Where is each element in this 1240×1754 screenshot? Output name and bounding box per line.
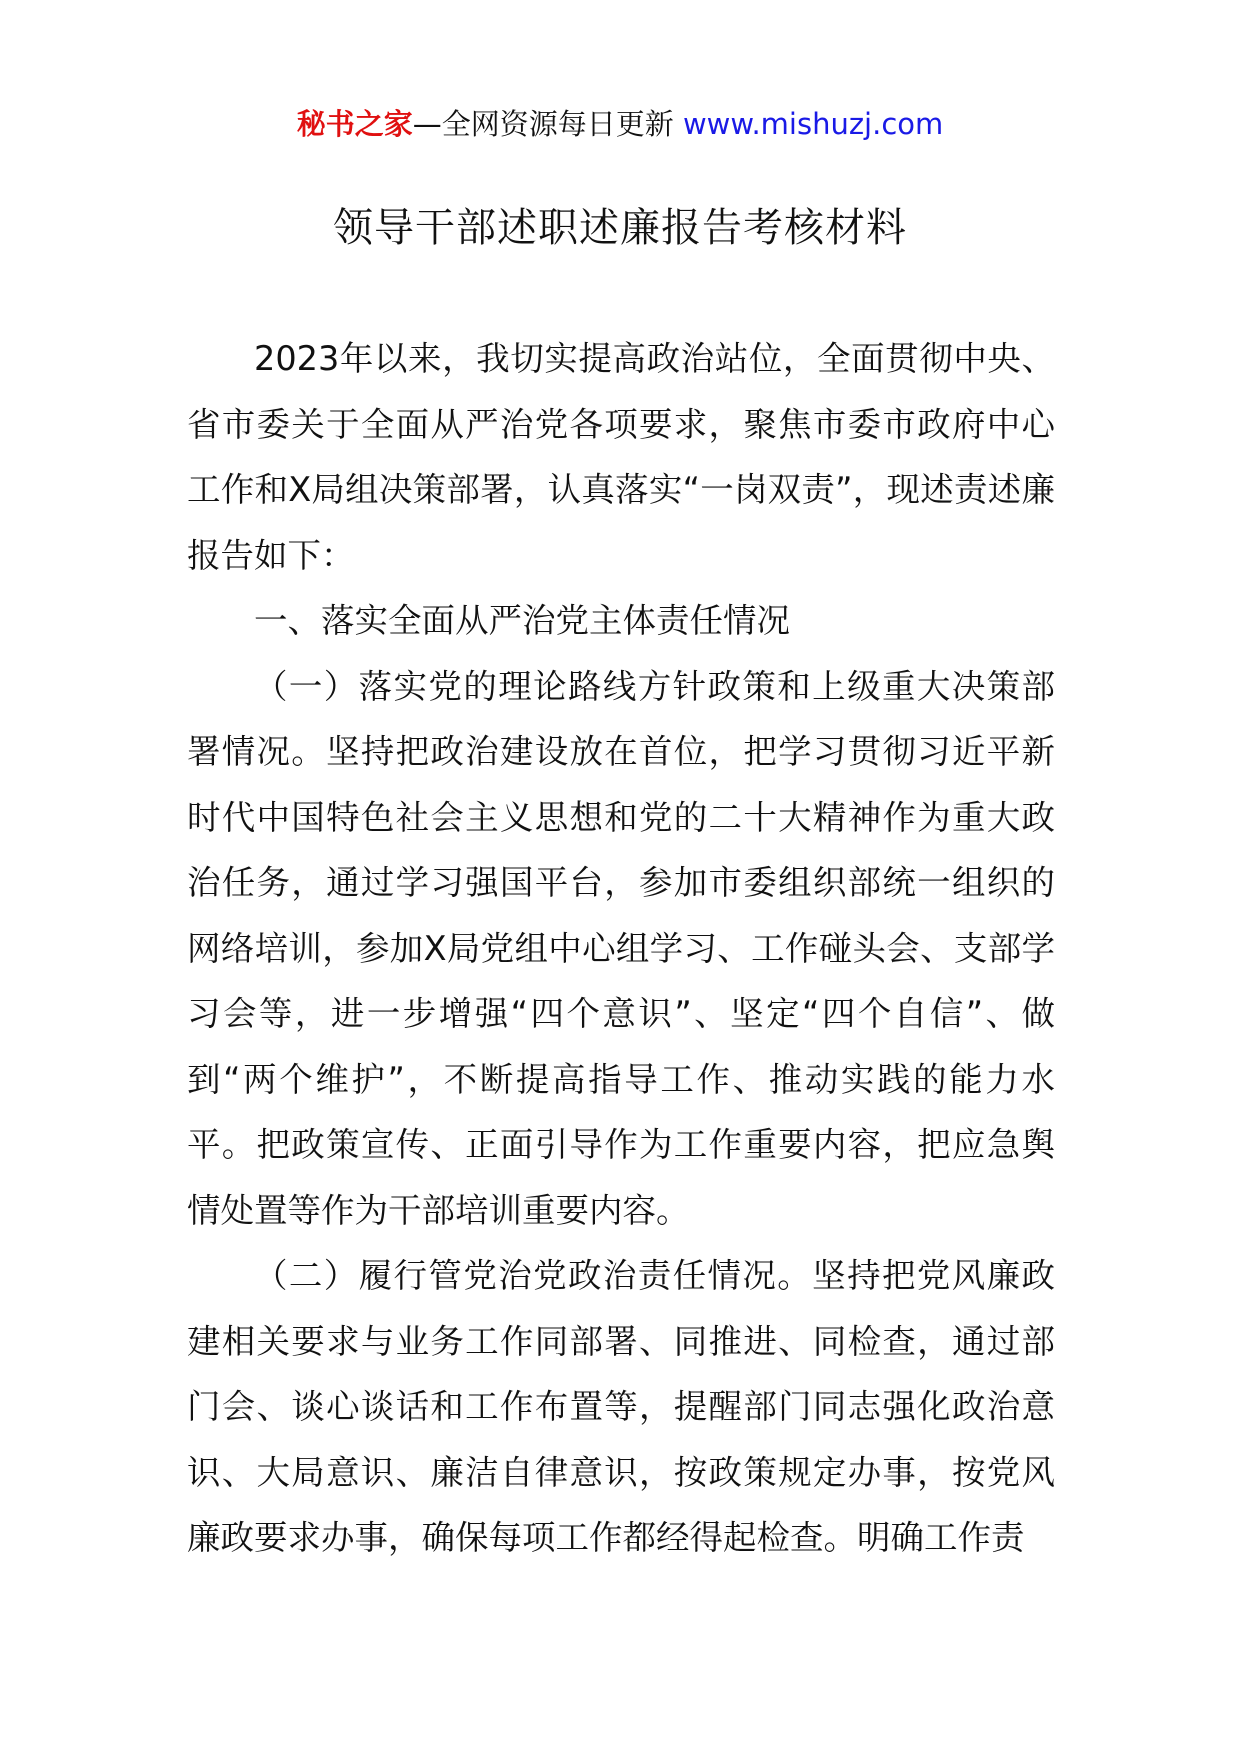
site-url-link[interactable]: www.mishuzj.com — [682, 107, 944, 141]
site-header — [0, 104, 1240, 144]
document-title: 领导干部述职述廉报告考核材料 — [333, 205, 907, 251]
document-body — [187, 326, 1055, 1571]
paragraph-1: （一）落实党的理论路线方针政策和上级重大决策部署情况。坚持把政治建设放在首位，把学习贯彻习近平新时代中国特色社会主义思想和党的二十大精神作为重大政治任务，通过学习强国平台，参加市委组织部统一组织的网络培训，参加X局党组中心组学习、工作碰头会、支部学习会等，进一步增强“四个意识”、坚定“四个自信”、做到“两个维护”，不断提高指导工作、推动实践的能力水平。把政策宣传、正面引导作为工作重要内容，把应急舆情处置等作为干部培训重要内容。 — [187, 666, 1055, 1230]
section-heading: 一、落实全面从严治党主体责任情况 — [254, 601, 790, 640]
brand-name: 秘书之家 — [296, 107, 413, 141]
intro-paragraph: 2023年以来，我切实提高政治站位，全面贯彻中央、省市委关于全面从严治党各项要求，聚焦市委市政府中心工作和X局组决策部署，认真落实“一岗双责”，现述责述廉报告如下： — [187, 339, 1055, 575]
header-tagline: —全网资源每日更新 — [412, 107, 674, 141]
paragraph-2: （二）履行管党治党政治责任情况。坚持把党风廉政建相关要求与业务工作同部署、同推进、同检查，通过部门会、谈心谈话和工作布置等，提醒部门同志强化政治意识、大局意识、廉洁自律意识，按政策规定办事，按党风廉政要求办事，确保每项工作都经得起检查。明确工作责 — [187, 1256, 1055, 1557]
